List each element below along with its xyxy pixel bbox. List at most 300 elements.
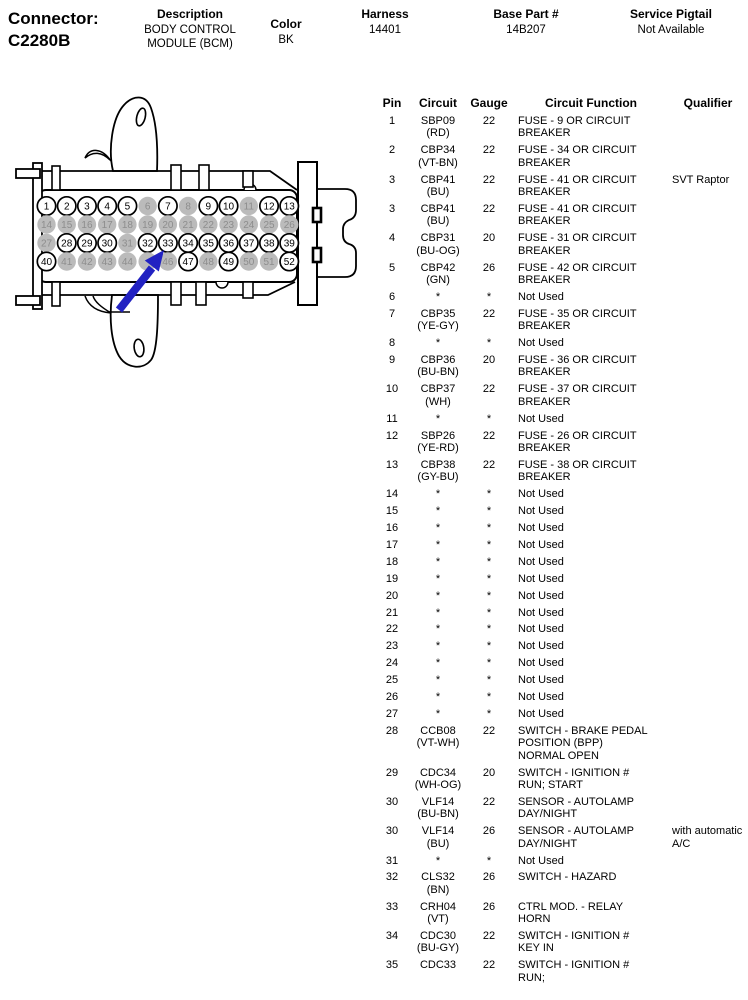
- circuit-code: *: [435, 521, 441, 534]
- pinout-row-pin-5: [372, 262, 748, 291]
- gauge-cell: *: [486, 854, 492, 867]
- function-cell: Not Used: [518, 555, 564, 568]
- qualifier-cell: [668, 291, 748, 308]
- function-cell: Not Used: [518, 640, 564, 653]
- pin-cell: 35: [385, 959, 399, 972]
- circuit-color: (BU-BN): [417, 366, 459, 379]
- pin-cell: 3: [388, 173, 396, 186]
- pin-47-label: 47: [182, 257, 194, 269]
- qualifier-cell: [668, 708, 748, 725]
- pinout-row-pin-2: [372, 144, 748, 173]
- pin-13-label: 13: [283, 201, 295, 213]
- gauge-cell: 22: [482, 144, 496, 157]
- header-fields: [0, 0, 748, 86]
- left-bracket-stub-bottom: [52, 282, 60, 306]
- function-cell: SWITCH - IGNITION # RUN; START: [518, 766, 630, 791]
- gauge-cell: 26: [482, 825, 496, 838]
- pin-1-label: 1: [43, 201, 50, 213]
- pin-25-label: 25: [263, 220, 275, 232]
- function-cell: FUSE - 42 OR CIRCUIT BREAKER: [518, 261, 637, 286]
- circuit-cell: [412, 825, 464, 854]
- circuit-code: *: [435, 555, 441, 568]
- qualifier-cell: [668, 959, 748, 988]
- gauge-cell: 22: [482, 429, 496, 442]
- pinout-row-pin-26: [372, 691, 748, 708]
- circuit-code: *: [435, 674, 441, 687]
- gauge-cell: *: [486, 589, 492, 602]
- circuit-code: CRH04: [419, 900, 457, 913]
- gauge-cell: *: [486, 488, 492, 501]
- gauge-cell: *: [486, 337, 492, 350]
- circuit-code: *: [435, 606, 441, 619]
- circuit-cell: [412, 708, 464, 725]
- qualifier-cell: [668, 657, 748, 674]
- pin-42-label: 42: [81, 257, 93, 269]
- circuit-color: (YE-RD): [417, 441, 459, 454]
- pin-48-label: 48: [202, 257, 214, 269]
- function-cell: Not Used: [518, 488, 564, 501]
- qualifier-cell: [668, 901, 748, 930]
- pin-cell: 15: [385, 505, 399, 518]
- gauge-cell: *: [486, 707, 492, 720]
- header-field-label: Harness: [361, 7, 409, 21]
- gauge-cell: *: [486, 412, 492, 425]
- function-cell: Not Used: [518, 572, 564, 585]
- circuit-color: (BU-GY): [416, 942, 460, 955]
- header-field-harness: [320, 7, 450, 38]
- pinout-row-pin-23: [372, 640, 748, 657]
- qualifier-cell: [668, 337, 748, 354]
- gauge-cell: *: [486, 505, 492, 518]
- function-cell: SWITCH - BRAKE PEDAL POSITION (BPP) NORMAL OPEN: [518, 724, 648, 762]
- circuit-code: CDC33: [419, 959, 457, 972]
- qualifier-cell: [668, 308, 748, 337]
- pin-cell: 32: [385, 871, 399, 884]
- circuit-cell: [412, 232, 464, 261]
- pinout-row-pin-15: [372, 505, 748, 522]
- pinout-row-pin-4: [372, 232, 748, 261]
- qualifier-cell: [668, 590, 748, 607]
- circuit-cell: [412, 203, 464, 232]
- pin-31-label: 31: [121, 238, 133, 250]
- header-field-value: BK: [278, 34, 294, 46]
- pin-cell: 25: [385, 674, 399, 687]
- circuit-cell: [412, 539, 464, 556]
- pin-cell: 8: [388, 337, 396, 350]
- pinout-row-pin-25: [372, 674, 748, 691]
- pin-29-label: 29: [81, 238, 93, 250]
- pinout-table-body: [372, 115, 748, 989]
- function-cell: Not Used: [518, 674, 564, 687]
- circuit-color: (GN): [426, 273, 450, 286]
- circuit-code: *: [435, 505, 441, 518]
- pinout-row-pin-21: [372, 607, 748, 624]
- gauge-cell: 22: [482, 383, 496, 396]
- qualifier-cell: SVT Raptor: [672, 173, 730, 186]
- circuit-cell: [412, 959, 464, 988]
- connector-label: Connector:: [8, 9, 99, 28]
- connector-id: C2280B: [8, 31, 71, 50]
- pin-2-label: 2: [63, 201, 70, 213]
- ear-curl-top: [85, 150, 111, 161]
- gauge-cell: 22: [482, 307, 496, 320]
- pin-8-label: 8: [185, 201, 191, 213]
- gauge-cell: 26: [482, 900, 496, 913]
- pin-cell: 30: [385, 795, 399, 808]
- pinout-row-pin-32: [372, 871, 748, 900]
- circuit-cell: [412, 505, 464, 522]
- pin-cell: 16: [385, 521, 399, 534]
- latch-top-2: [199, 165, 209, 190]
- pinout-row-pin-29: [372, 767, 748, 796]
- pin-36-label: 36: [223, 238, 235, 250]
- pin-27-label: 27: [40, 238, 53, 250]
- circuit-cell: [412, 855, 464, 872]
- connector-drawing: [0, 90, 372, 380]
- latch-top-1: [171, 165, 181, 190]
- pinout-table: [372, 96, 748, 989]
- pin-cell: 26: [385, 691, 399, 704]
- pin-cell: 29: [385, 766, 399, 779]
- circuit-cell: [412, 573, 464, 590]
- pin-49-label: 49: [223, 257, 235, 269]
- qualifier-cell: [668, 674, 748, 691]
- pin-41-label: 41: [61, 257, 73, 269]
- circuit-cell: [412, 354, 464, 383]
- pin-44-label: 44: [121, 257, 133, 269]
- qualifier-cell: [668, 640, 748, 657]
- circuit-cell: [412, 556, 464, 573]
- gauge-cell: 22: [482, 795, 496, 808]
- circuit-cell: [412, 308, 464, 337]
- header-field-label: Color: [270, 17, 302, 31]
- qualifier-cell: [668, 522, 748, 539]
- qualifier-cell: [668, 505, 748, 522]
- gauge-cell: 22: [482, 173, 496, 186]
- qualifier-cell: [668, 871, 748, 900]
- qualifier-cell: with automatic A/C: [672, 825, 743, 850]
- qualifier-cell: [668, 691, 748, 708]
- circuit-code: CBP38: [420, 458, 456, 471]
- function-cell: FUSE - 41 OR CIRCUIT BREAKER: [518, 173, 637, 199]
- header-field-value: Not Available: [637, 24, 705, 36]
- pin-20-label: 20: [162, 220, 174, 232]
- circuit-cell: [412, 337, 464, 354]
- circuit-code: CBP37: [420, 383, 456, 396]
- qualifier-cell: [668, 115, 748, 144]
- pin-cell: 4: [388, 232, 396, 245]
- pin-52-label: 52: [283, 257, 295, 269]
- function-cell: Not Used: [518, 589, 564, 602]
- circuit-cell: [412, 657, 464, 674]
- gauge-cell: *: [486, 521, 492, 534]
- function-cell: FUSE - 26 OR CIRCUIT BREAKER: [518, 429, 637, 454]
- connector-header: [0, 0, 748, 86]
- bottom-rail: [42, 282, 295, 295]
- ear-curl-bottom: [85, 296, 111, 313]
- gauge-cell: 20: [482, 354, 496, 366]
- circuit-cell: [412, 725, 464, 767]
- circuit-color: (VT): [427, 913, 449, 926]
- qualifier-cell: [668, 459, 748, 488]
- pinout-row-pin-10: [372, 383, 748, 412]
- right-clip-top: [313, 208, 321, 222]
- pinout-row-pin-3: [372, 174, 748, 203]
- gauge-cell: 22: [482, 959, 496, 972]
- circuit-cell: [412, 115, 464, 144]
- header-field-value: 14B207: [506, 24, 546, 36]
- pin-32-label: 32: [142, 238, 154, 250]
- circuit-code: CBP36: [420, 354, 456, 366]
- circuit-code: CBP41: [420, 202, 456, 215]
- circuit-cell: [412, 522, 464, 539]
- circuit-cell: [412, 144, 464, 173]
- housing-notch-bottom: [216, 282, 228, 288]
- pin-cell: 14: [385, 488, 399, 501]
- circuit-code: *: [435, 640, 441, 653]
- qualifier-cell: [668, 796, 748, 825]
- function-cell: CTRL MOD. - RELAY HORN: [518, 900, 623, 926]
- col-header-circuit: Circuit: [418, 96, 457, 110]
- circuit-color: (BU): [426, 837, 450, 850]
- pin-11-label: 11: [243, 201, 254, 213]
- pin-cell: 13: [385, 458, 399, 471]
- pinout-row-pin-1: [372, 115, 748, 144]
- latch-top-3: [243, 171, 253, 187]
- pin-9-label: 9: [205, 201, 212, 213]
- gauge-cell: 26: [482, 261, 496, 274]
- circuit-code: *: [435, 707, 441, 720]
- qualifier-cell: [668, 203, 748, 232]
- latch-bottom-2: [196, 282, 206, 305]
- function-cell: SWITCH - IGNITION # RUN;: [518, 959, 630, 984]
- pin-cell: 3: [388, 202, 396, 215]
- circuit-cell: [412, 383, 464, 412]
- pin-cell: 21: [385, 606, 399, 619]
- circuit-cell: [412, 767, 464, 796]
- circuit-color: (YE-GY): [417, 320, 459, 333]
- qualifier-cell: [668, 607, 748, 624]
- qualifier-cell: [668, 430, 748, 459]
- pinout-row-pin-30: [372, 825, 748, 854]
- pin-28-label: 28: [61, 238, 73, 250]
- header-field-color: [254, 17, 318, 48]
- qualifier-cell: [668, 725, 748, 767]
- pin-10-label: 10: [223, 201, 235, 213]
- pinout-row-pin-3: [372, 203, 748, 232]
- pin-30-label: 30: [101, 238, 113, 250]
- gauge-cell: 22: [482, 930, 496, 943]
- left-bracket-bar-bottom: [16, 296, 40, 305]
- circuit-color: (BU-BN): [417, 808, 459, 821]
- circuit-cell: [412, 174, 464, 203]
- circuit-cell: [412, 674, 464, 691]
- pinout-row-pin-31: [372, 855, 748, 872]
- mounting-ear-top: [111, 97, 157, 171]
- pin-22-label: 22: [202, 220, 214, 232]
- pin-39-label: 39: [283, 238, 295, 250]
- pin-cell: 28: [385, 724, 399, 737]
- pin-34-label: 34: [182, 238, 194, 250]
- right-clip-bottom: [313, 248, 321, 262]
- circuit-code: SBP26: [420, 429, 456, 442]
- latch-bottom-1: [171, 282, 181, 305]
- circuit-cell: [412, 901, 464, 930]
- circuit-code: *: [435, 623, 441, 636]
- pinout-row-pin-33: [372, 901, 748, 930]
- pin-5-label: 5: [124, 201, 131, 213]
- pin-15-label: 15: [61, 220, 73, 232]
- pin-33-label: 33: [162, 238, 174, 250]
- gauge-cell: 22: [482, 458, 496, 471]
- pinout-row-pin-11: [372, 413, 748, 430]
- function-cell: Not Used: [518, 412, 564, 425]
- pin-19-label: 19: [142, 220, 154, 232]
- gauge-cell: 22: [482, 202, 496, 215]
- qualifier-cell: [668, 262, 748, 291]
- pinout-row-pin-18: [372, 556, 748, 573]
- function-cell: Not Used: [518, 707, 564, 720]
- pin-cell: 10: [385, 383, 399, 396]
- pin-50-label: 50: [243, 257, 255, 269]
- qualifier-cell: [668, 413, 748, 430]
- qualifier-cell: [668, 573, 748, 590]
- gauge-cell: *: [486, 657, 492, 670]
- function-cell: Not Used: [518, 623, 564, 636]
- pin-7-label: 7: [165, 201, 171, 213]
- pinout-row-pin-22: [372, 623, 748, 640]
- pin-51-label: 51: [263, 257, 275, 269]
- circuit-color: (RD): [426, 127, 450, 140]
- pin-cell: 5: [388, 261, 396, 274]
- qualifier-cell: [668, 144, 748, 173]
- pin-cell: 18: [385, 555, 399, 568]
- header-field-service-pigtail: [598, 7, 744, 38]
- pin-cell: 20: [385, 589, 399, 602]
- pin-cell: 7: [388, 307, 396, 320]
- function-cell: FUSE - 34 OR CIRCUIT BREAKER: [518, 144, 637, 169]
- circuit-color: (VT-WH): [416, 737, 460, 750]
- pinout-row-pin-35: [372, 959, 748, 988]
- circuit-color: (BN): [426, 883, 450, 896]
- pinout-row-pin-14: [372, 488, 748, 505]
- col-header-pin: Pin: [382, 96, 402, 110]
- circuit-cell: [412, 291, 464, 308]
- pin-cell: 19: [385, 572, 399, 585]
- circuit-code: *: [435, 337, 441, 350]
- pinout-row-pin-28: [372, 725, 748, 767]
- pin-cell: 2: [388, 144, 396, 157]
- pin-cell: 6: [388, 290, 396, 303]
- pinout-row-pin-8: [372, 337, 748, 354]
- circuit-cell: [412, 623, 464, 640]
- pinout-row-pin-17: [372, 539, 748, 556]
- col-header-qualifier: Qualifier: [683, 96, 733, 110]
- pin-14-label: 14: [40, 220, 53, 232]
- function-cell: SENSOR - AUTOLAMP DAY/NIGHT: [518, 825, 634, 850]
- pin-4-label: 4: [104, 201, 110, 213]
- pin-cell: 1: [388, 115, 396, 127]
- circuit-code: VLF14: [421, 825, 455, 838]
- circuit-cell: [412, 459, 464, 488]
- header-field-base-part-: [456, 7, 596, 38]
- pin-23-label: 23: [223, 220, 235, 232]
- pinout-row-pin-12: [372, 430, 748, 459]
- header-field-label: Description: [156, 7, 223, 21]
- pin-cell: 34: [385, 930, 399, 943]
- gauge-cell: 26: [482, 871, 496, 884]
- pin-17-label: 17: [101, 220, 113, 232]
- circuit-code: *: [435, 589, 441, 602]
- circuit-code: CBP41: [420, 173, 456, 186]
- circuit-cell: [412, 262, 464, 291]
- latch-bottom-3: [243, 282, 253, 298]
- function-cell: Not Used: [518, 505, 564, 518]
- qualifier-cell: [668, 232, 748, 261]
- top-rail: [42, 171, 297, 190]
- gauge-cell: *: [486, 572, 492, 585]
- gauge-cell: 20: [482, 766, 496, 779]
- circuit-color: (BU): [426, 186, 450, 199]
- gauge-cell: 20: [482, 232, 496, 245]
- pinout-row-pin-34: [372, 930, 748, 959]
- qualifier-cell: [668, 488, 748, 505]
- pin-cell: 23: [385, 640, 399, 653]
- connector-diagram: [0, 90, 372, 380]
- circuit-color: (WH): [425, 395, 451, 408]
- circuit-color: (BU-OG): [416, 244, 460, 257]
- header-field-label: Base Part #: [493, 7, 559, 21]
- function-cell: FUSE - 38 OR CIRCUIT BREAKER: [518, 458, 637, 484]
- header-field-value: 14401: [369, 24, 401, 36]
- pin-6-label: 6: [144, 201, 151, 213]
- function-cell: FUSE - 9 OR CIRCUIT BREAKER: [518, 115, 631, 140]
- circuit-cell: [412, 796, 464, 825]
- circuit-code: *: [435, 657, 441, 670]
- right-plate: [298, 162, 317, 305]
- left-bracket-stub-top: [52, 166, 60, 190]
- right-cap: [317, 189, 356, 277]
- pin-35-label: 35: [202, 238, 214, 250]
- pin-cell: 9: [388, 354, 396, 366]
- circuit-cell: [412, 488, 464, 505]
- circuit-cell: [412, 640, 464, 657]
- function-cell: Not Used: [518, 290, 564, 303]
- pinout-row-pin-27: [372, 708, 748, 725]
- gauge-cell: *: [486, 606, 492, 619]
- header-field-value: BODY CONTROL MODULE (BCM): [144, 24, 236, 50]
- qualifier-cell: [668, 383, 748, 412]
- function-cell: Not Used: [518, 657, 564, 670]
- circuit-code: *: [435, 290, 441, 303]
- function-cell: Not Used: [518, 538, 564, 551]
- circuit-color: (BU): [426, 215, 450, 228]
- qualifier-cell: [668, 556, 748, 573]
- circuit-code: CBP34: [420, 144, 456, 157]
- pin-37-label: 37: [243, 238, 255, 250]
- pin-43-label: 43: [101, 257, 113, 269]
- pin-24-label: 24: [243, 220, 255, 232]
- col-header-circuit-function: Circuit Function: [545, 96, 637, 110]
- pin-16-label: 16: [81, 220, 93, 232]
- pin-cell: 30: [385, 825, 399, 838]
- pinout-row-pin-9: [372, 354, 748, 383]
- pinout-row-pin-20: [372, 590, 748, 607]
- circuit-cell: [412, 430, 464, 459]
- col-header-gauge: Gauge: [470, 96, 508, 110]
- pin-cell: 11: [386, 412, 398, 425]
- pinout-row-pin-13: [372, 459, 748, 488]
